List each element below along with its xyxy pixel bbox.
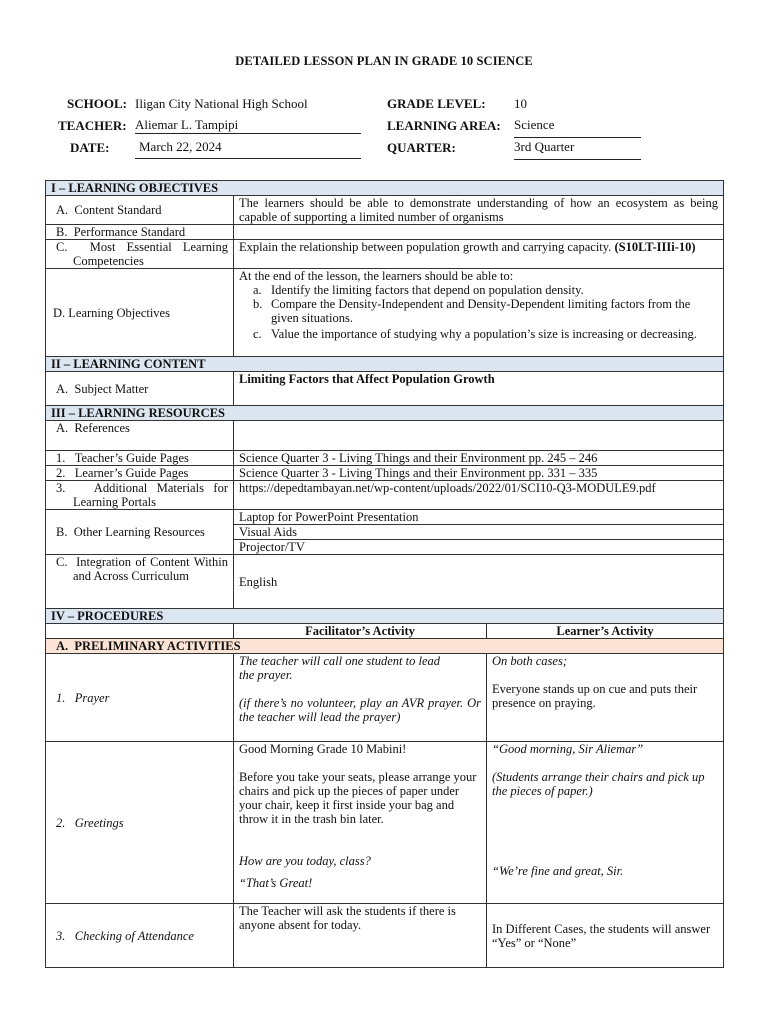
greet-learner-2: (Students arrange their chairs and pick up the pieces of paper.) [492, 770, 705, 798]
references-label: A. References [46, 421, 234, 451]
prayer-learner-2: Everyone stands up on cue and puts their presence on praying. [492, 682, 698, 710]
greetings-facilitator [234, 742, 487, 904]
greet-fac-2: Before you take your seats, please arrange your chairs and pick up the pieces of paper under your chair, keep it first inside your bag and throw it in the trash bin later. [239, 770, 477, 826]
greetings-label: 2. Greetings [46, 742, 234, 904]
teacher-value: Aliemar L. Tampipi [135, 117, 361, 134]
teachers-guide-text: Science Quarter 3 - Living Things and their Environment pp. 245 – 246 [234, 451, 724, 466]
content-standard-label: A. Content Standard [46, 196, 234, 225]
other-resource-item: Visual Aids [234, 525, 724, 540]
list-item: b. Compare the Density-Independent and Density-Dependent limiting factors from the given situations. [253, 297, 691, 325]
melc-code: (S10LT-IIIi-10) [614, 240, 696, 254]
greet-learner-1: “Good morning, Sir Aliemar” [492, 742, 644, 756]
additional-materials-link[interactable]: https://depedtambayan.net/wp-content/uploads/2022/01/SCI10-Q3-MODULE9.pdf [234, 481, 724, 510]
teachers-guide-label: 1. Teacher’s Guide Pages [46, 451, 234, 466]
section-procedures: IV – PROCEDURES [46, 609, 724, 624]
greet-fac-1: Good Morning Grade 10 Mabini! [239, 742, 407, 756]
prayer-fac-1: The teacher will call one student to lead the prayer. [239, 654, 441, 682]
learning-objectives-intro: At the end of the lesson, the learners should be able to: [239, 269, 514, 283]
additional-materials-label: 3. Additional Materials for Learning Portals [46, 481, 234, 510]
references-text [234, 421, 724, 451]
attendance-label: 3. Checking of Attendance [46, 904, 234, 968]
other-resource-item: Projector/TV [234, 540, 724, 555]
area-label: LEARNING AREA: [387, 118, 501, 133]
prayer-label: 1. Prayer [46, 654, 234, 742]
page-title: DETAILED LESSON PLAN IN GRADE 10 SCIENCE [235, 54, 533, 68]
facilitator-header: Facilitator’s Activity [234, 624, 487, 639]
learners-guide-text: Science Quarter 3 - Living Things and their Environment pp. 331 – 335 [234, 466, 724, 481]
lesson-plan-table [45, 180, 724, 968]
quarter-label: QUARTER: [387, 140, 456, 155]
date-value: March 22, 2024 [135, 139, 361, 159]
greet-learner-3: “We’re fine and great, Sir. [492, 864, 624, 878]
other-resource-item: Laptop for PowerPoint Presentation [234, 510, 724, 525]
greet-fac-3: How are you today, class? [239, 854, 371, 868]
subject-matter-text: Limiting Factors that Affect Population Growth [234, 372, 724, 406]
section-objectives: I – LEARNING OBJECTIVES [46, 181, 724, 196]
greetings-learner [487, 742, 724, 904]
section-content: II – LEARNING CONTENT [46, 357, 724, 372]
teacher-label: TEACHER: [58, 118, 127, 133]
learners-guide-label: 2. Learner’s Guide Pages [46, 466, 234, 481]
content-standard-text: The learners should be able to demonstrate understanding of how an ecosystem as being capable of supporting a limited number of organisms [234, 196, 724, 225]
subject-matter-label: A. Subject Matter [46, 372, 234, 406]
grade-label: GRADE LEVEL: [387, 96, 486, 111]
list-item: c. Value the importance of studying why a population’s size is increasing or decreasing. [253, 327, 697, 341]
procedures-blank [46, 624, 234, 639]
performance-standard-label: B. Performance Standard [46, 225, 234, 240]
prayer-learner-1: On both cases; [492, 654, 567, 668]
learner-header: Learner’s Activity [487, 624, 724, 639]
prayer-learner [487, 654, 724, 742]
quarter-value: 3rd Quarter [514, 139, 641, 160]
preliminary-activities: A. PRELIMINARY ACTIVITIES [46, 639, 724, 654]
other-resources-label: B. Other Learning Resources [46, 510, 234, 555]
grade-value: 10 [514, 96, 527, 111]
area-value: Science [514, 117, 641, 138]
learning-objectives-label: D. Learning Objectives [46, 269, 234, 357]
integration-label: C. Integration of Content Within and Across Curriculum [46, 555, 234, 609]
list-item: a. Identify the limiting factors that depend on population density. [253, 283, 584, 297]
melc-text: Explain the relationship between population growth and carrying capacity. [239, 240, 612, 254]
melc-label: C. Most Essential Learning Competencies [46, 240, 234, 269]
prayer-fac-2: (if there’s no volunteer, play an AVR prayer. Or the teacher will lead the prayer) [239, 696, 481, 724]
greet-fac-4: “That’s Great! [239, 876, 313, 890]
learning-objectives-cell [234, 269, 724, 357]
integration-text: English [234, 555, 724, 609]
date-label: DATE: [70, 140, 110, 155]
school-label: SCHOOL: [67, 96, 127, 111]
prayer-facilitator [234, 654, 487, 742]
school-value: Iligan City National High School [135, 96, 308, 111]
attendance-learner: In Different Cases, the students will answer “Yes” or “None” [487, 904, 724, 968]
section-resources: III – LEARNING RESOURCES [46, 406, 724, 421]
learning-objectives-list [239, 283, 718, 341]
attendance-facilitator: The Teacher will ask the students if there is anyone absent for today. [234, 904, 487, 968]
melc-cell [234, 240, 724, 269]
performance-standard-text [234, 225, 724, 240]
